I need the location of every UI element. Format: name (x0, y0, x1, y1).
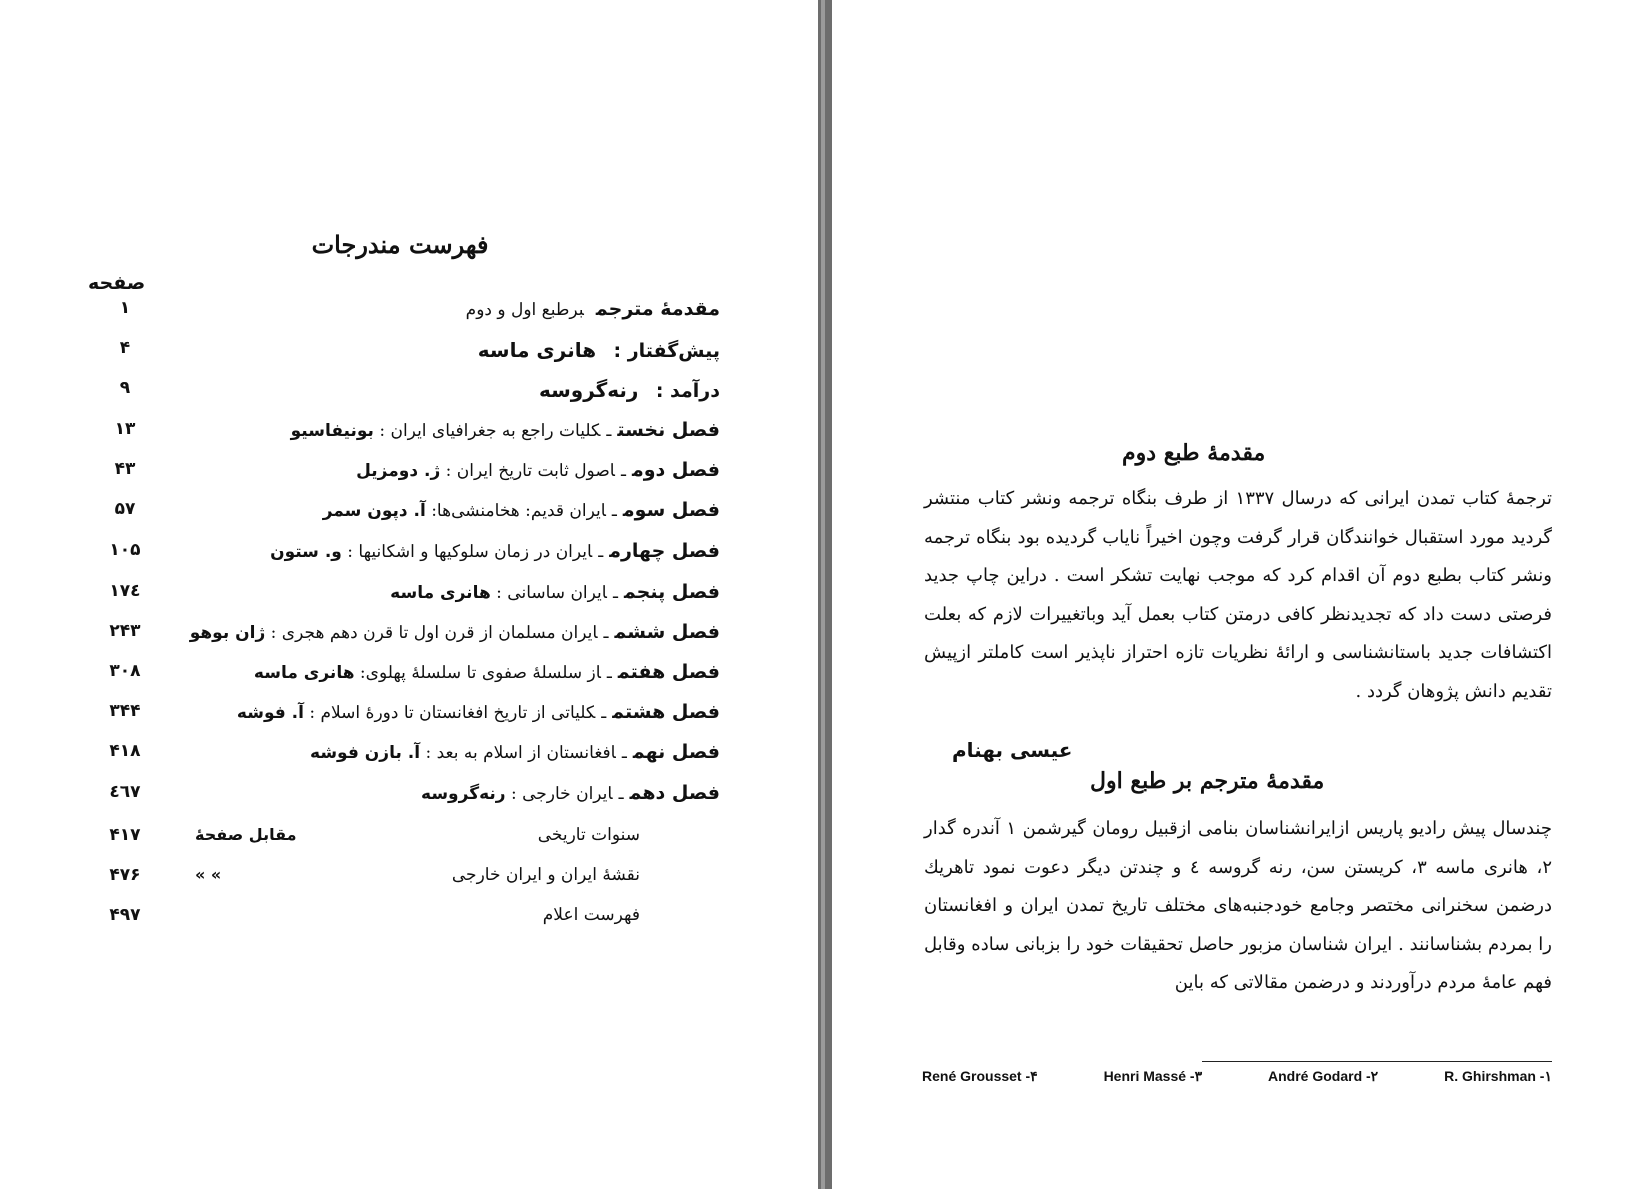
toc-entry-page: ۹ (119, 378, 131, 398)
toc-entry (80, 499, 720, 535)
toc-entry-label: فصل سوم (622, 499, 720, 521)
toc-entry (80, 581, 720, 617)
toc-entry (80, 782, 720, 818)
toc-entry-dash: ـ (611, 501, 617, 521)
toc-entry-author: آ. دپون سمر (322, 501, 426, 521)
appendix-entry-page: ۴۱۷ (109, 825, 141, 845)
toc-entry-page: ۵۷ (114, 499, 136, 519)
page-column-header: صفحه (88, 272, 146, 294)
toc-entry (80, 540, 720, 576)
toc-entry-label: فصل پنجم (623, 581, 720, 603)
toc-entry-title (190, 621, 720, 643)
toc-entry-dash: ـ (606, 421, 612, 441)
first-edition-heading: مقدمهٔ مترجم بر طبع اول (1090, 768, 1325, 794)
right-page (832, 0, 1644, 1189)
second-edition-heading: مقدمهٔ طبع دوم (1122, 440, 1266, 466)
toc-entry-text: افغانستان از اسلام به بعد : (425, 743, 616, 763)
toc-entry-title (539, 378, 720, 402)
toc-entry-author: هانری ماسه (390, 583, 491, 603)
toc-entry (80, 701, 720, 737)
toc-entry-label: فصل چهارم (609, 540, 720, 562)
toc-entry-author: آ. بازن فوشه (310, 743, 421, 763)
toc-entry-text: کلیاتی از تاریخ افغانستان تا دورهٔ اسلام : (309, 703, 596, 723)
toc-entry-title (478, 338, 720, 362)
appendix-entry-title: سنوات تاریخی (537, 825, 640, 845)
left-page (0, 0, 818, 1189)
appendix-entry-page: ۴۹۷ (109, 905, 141, 925)
toc-entry-title (466, 298, 720, 320)
toc-entry-label: فصل هفتم (617, 661, 720, 683)
toc-entry-text: برطبع اول و دوم (465, 300, 584, 320)
toc-entry-label: فصل ششم (614, 621, 720, 643)
toc-entry-author: آ. فوشه (236, 703, 304, 723)
toc-entry-page: ۱۰۵ (109, 540, 141, 560)
toc-entry-author: ژان بوهو (189, 623, 266, 643)
second-edition-paragraph: ترجمهٔ کتاب تمدن ایرانی که درسال ۱۳۳۷ از طرف بنگاه ترجمه ونشر کتاب منتشر گردید مورد استقبال خوانندگان قرار گرفت وچون اخیراً نایاب گردیده بود بنگاه ترجمه ونشر کتاب بطبع دوم آن اقدام کرد که موجب نهایت تشکر است . دراین چاپ جدید فرصتی دست داد که تجدیدنظر کافی درمتن کتاب بعمل آید وباتغییرات لازم که بعلت اکتشافات جدید باستانشناسی و ارائهٔ نظریات تازه احتراز ناپذیر است کاملتر ازپیش تقدیم دانش پژوهان گردد . (924, 488, 1553, 702)
footnote-divider (1202, 1061, 1552, 1062)
toc-entry-text: ایران مسلمان از قرن اول تا قرن دهم هجری : (270, 623, 598, 643)
appendix-entry (80, 825, 640, 861)
toc-entry-dash: ـ (598, 542, 604, 562)
footnote-item: Henri Massé -۳ (1103, 1068, 1203, 1084)
toc-entry-author: ژ. دومزیل (356, 461, 441, 481)
toc-entry-page: ۱ (119, 298, 131, 318)
toc-entry-author: هانری ماسه (477, 338, 597, 362)
toc-entry-page: ٤٦۷ (109, 782, 141, 802)
toc-entry-label: فصل نخست (617, 419, 720, 441)
footnote-item: André Godard -۲ (1268, 1068, 1379, 1084)
toc-entry-text: ایران ساسانی : (496, 583, 607, 603)
toc-entry (80, 298, 720, 334)
toc-entry-author: بونیفاسیو (290, 421, 374, 441)
toc-entry-title (291, 419, 720, 441)
toc-entry-title (390, 581, 720, 603)
toc-entry-page: ۳۰۸ (109, 661, 141, 681)
toc-entry-label: فصل دوم (631, 459, 720, 481)
toc-entry-title (421, 782, 720, 804)
toc-title: فهرست مندرجات (311, 230, 489, 259)
toc-entry (80, 741, 720, 777)
appendix-entry (80, 865, 640, 901)
appendix-entry (80, 905, 640, 941)
toc-entry-title (254, 661, 720, 683)
toc-entry-page: ۴۳ (114, 459, 136, 479)
toc-entry-text: اصول ثابت تاریخ ایران : (445, 461, 615, 481)
toc-entry-title (237, 701, 720, 723)
appendix-entry-title: فهرست اعلام (542, 905, 640, 925)
toc-entry-text: ایران در زمان سلوکیها و اشکانیها : (347, 542, 593, 562)
toc-entry (80, 338, 720, 374)
book-gutter (818, 0, 832, 1189)
toc-entry-dash: ـ (621, 743, 627, 763)
toc-entry-text: کلیات راجع به جغرافیای ایران : (379, 421, 601, 441)
toc-entry-author: و. ستون (270, 542, 342, 562)
toc-entry-author: رنه‌گروسه (538, 378, 639, 402)
toc-entry-page: ۱۳ (114, 419, 136, 439)
toc-entry-text: ایران خارجی : (510, 784, 613, 804)
toc-entry (80, 661, 720, 697)
translator-signature: عیسی بهنام (952, 738, 1073, 762)
toc-entry-dash: ـ (601, 703, 607, 723)
toc-entry-dash: ـ (620, 461, 626, 481)
toc-entry-page: ۳۴۴ (109, 701, 141, 721)
toc-entry-text: ایران قدیم: هخامنشی‌ها: (431, 501, 606, 521)
toc-entry-label: پیش‌گفتار : (613, 340, 720, 362)
toc-entry-dash: ـ (606, 663, 612, 683)
first-edition-paragraph: چندسال پیش رادیو پاریس ازایرانشناسان بنامی ازقبیل رومان گیرشمن ۱ آندره گدار ۲، هانری ماسه ۳، کریستن سن، رنه گروسه ٤ و چندتن دیگر دعوت نمود تاهریك درضمن سخنرانی مختصر وجامع خودجنبه‌های مختلف تاریخ تمدن ایران و افغانستان را بمردم بشناسانند . ایران شناسان مزبور حاصل تحقیقات خود را بزبانی ساده وقابل فهم عامهٔ مردم درآوردند و درضمن مقالاتی که باین (924, 818, 1553, 993)
toc-entry-page: ۴۱۸ (109, 741, 141, 761)
footnote-item: René Grousset -۴ (922, 1068, 1038, 1084)
appendix-entry-note: مقابل صفحهٔ (195, 825, 297, 844)
toc-entry-author: رنه‌گروسه (421, 784, 506, 804)
toc-entry-title (270, 540, 720, 562)
toc-entry-title (356, 459, 720, 481)
toc-entry-title (323, 499, 720, 521)
toc-entry-label: مقدمهٔ مترجم (595, 298, 720, 320)
toc-entry-label: درآمد : (655, 380, 720, 402)
toc-entry-label: فصل نهم (632, 741, 720, 763)
toc-entry-title (310, 741, 720, 763)
toc-entry-dash: ـ (612, 583, 618, 603)
toc-entry (80, 459, 720, 495)
toc-entry-page: ۴ (119, 338, 131, 358)
toc-entry (80, 378, 720, 414)
toc-entry-dash: ـ (603, 623, 609, 643)
toc-entry (80, 621, 720, 657)
toc-entry-dash: ـ (618, 784, 624, 804)
toc-entry (80, 419, 720, 455)
appendix-entry-page: ۴۷۶ (109, 865, 141, 885)
toc-entry-page: ۲۴۳ (109, 621, 141, 641)
footnotes (922, 1068, 1552, 1085)
appendix-entry-title: نقشهٔ ایران و ایران خارجی (451, 865, 640, 885)
toc-entry-label: فصل هشتم (612, 701, 720, 723)
toc-entry-page: ۱۷٤ (109, 581, 141, 601)
toc-entry-label: فصل دهم (629, 782, 720, 804)
toc-entry-text: از سلسلهٔ صفوی تا سلسلهٔ پهلوی: (359, 663, 601, 683)
appendix-entry-note: » » (195, 865, 222, 884)
toc-entry-author: هانری ماسه (253, 663, 355, 683)
footnote-item: R. Ghirshman -۱ (1444, 1068, 1552, 1084)
